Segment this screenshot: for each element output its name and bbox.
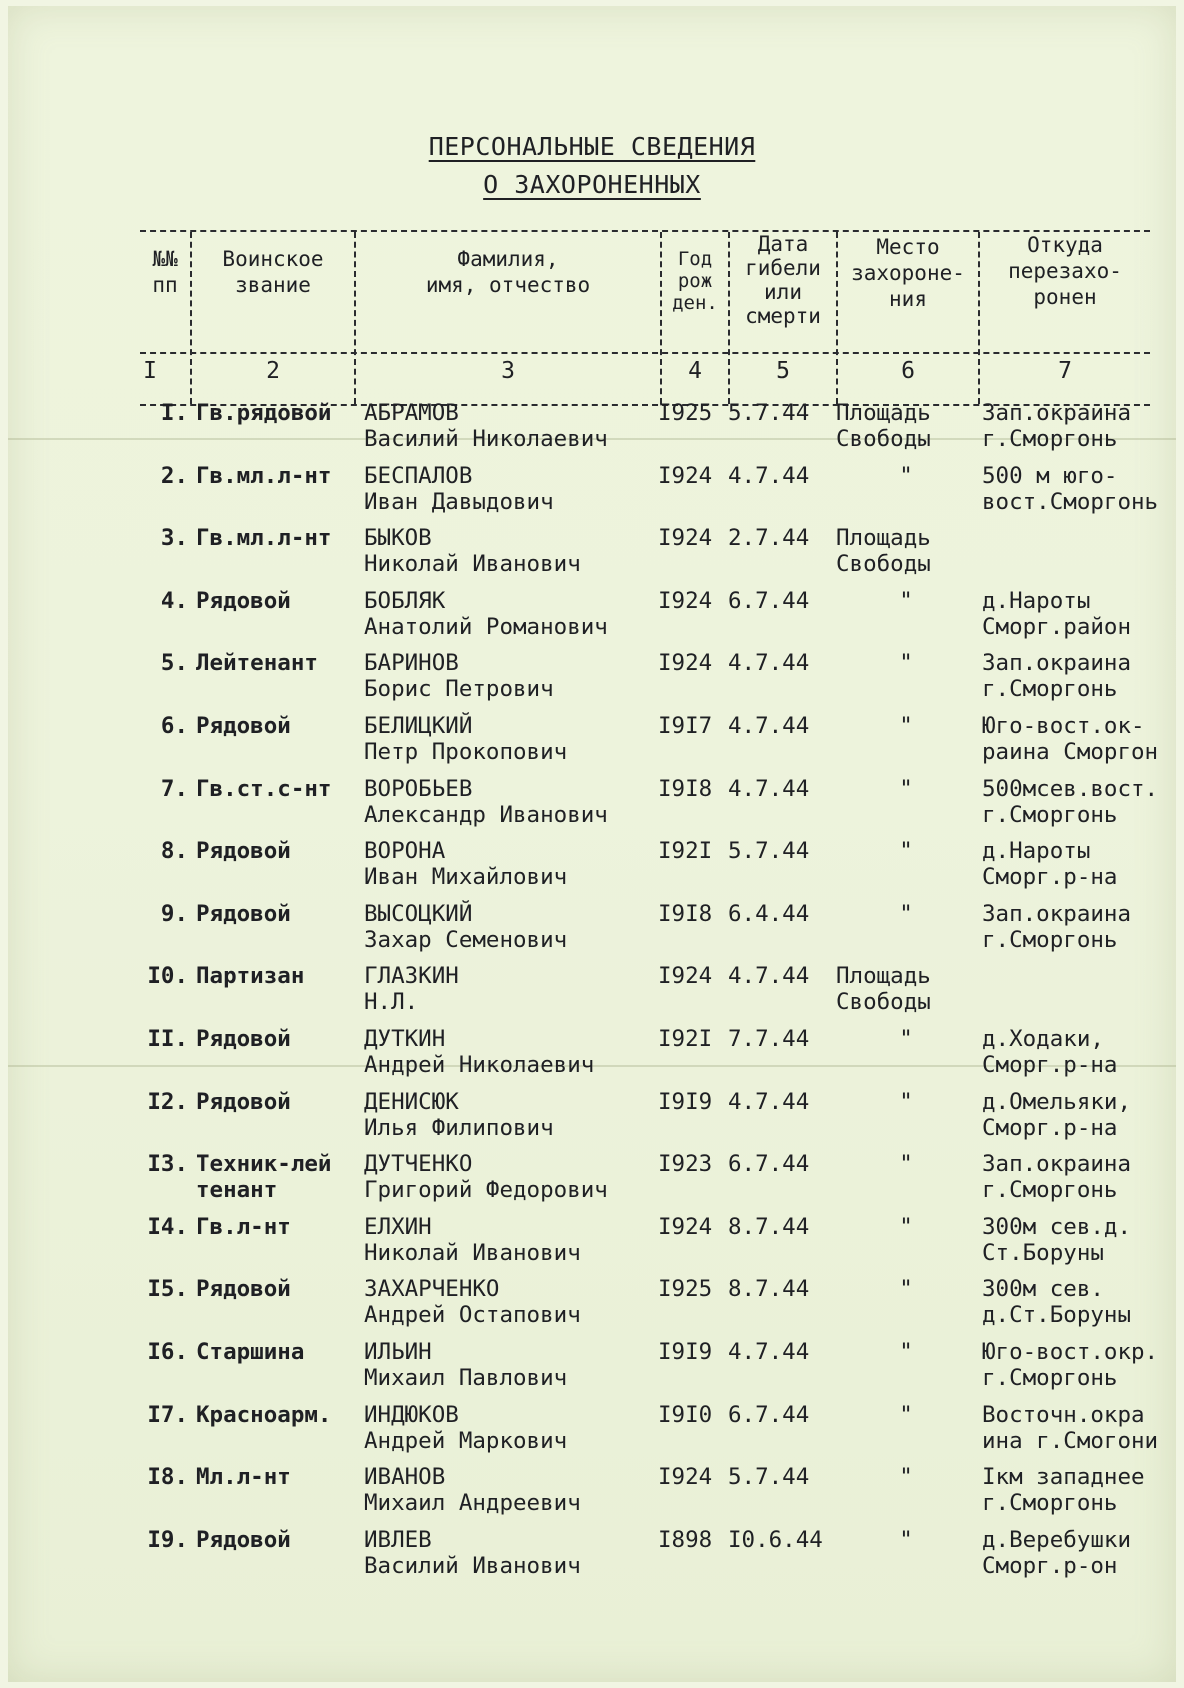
reburied-from: 500мсев.вост. г.Сморгонь	[982, 776, 1159, 828]
military-rank: Рядовой	[196, 713, 291, 739]
row-number: 4.	[160, 588, 188, 614]
birth-year: I923	[658, 1151, 713, 1177]
row-number: 5.	[160, 650, 188, 676]
row-number: I9.	[147, 1527, 188, 1553]
birth-year: I9I8	[658, 901, 713, 927]
table-row	[0, 1464, 1184, 1526]
birth-year: I924	[658, 463, 713, 489]
table-row	[0, 1527, 1184, 1589]
table-row	[0, 1026, 1184, 1088]
burial-place: "	[899, 588, 913, 614]
reburied-from: д.Веребушки Сморг.р-он	[982, 1527, 1132, 1579]
burial-place: "	[899, 713, 913, 739]
burial-place: "	[899, 1527, 913, 1553]
birth-year: I924	[658, 963, 713, 989]
burial-place: "	[899, 1151, 913, 1177]
full-name: БАРИНОВ Борис Петрович	[364, 650, 554, 702]
full-name: ИЛЬИН Михаил Павлович	[364, 1339, 568, 1391]
burial-place: "	[899, 650, 913, 676]
header-col-birth-year: Год рож ден.	[672, 248, 718, 314]
header-col-death-date: Дата гибели или смерти	[745, 232, 821, 328]
burial-place: "	[899, 776, 913, 802]
burial-place: "	[899, 901, 913, 927]
row-number: I5.	[147, 1276, 188, 1302]
burial-place: "	[899, 463, 913, 489]
military-rank: Техник-лей тенант	[196, 1151, 332, 1203]
full-name: ЕЛХИН Николай Иванович	[364, 1214, 581, 1266]
birth-year: I925	[658, 1276, 713, 1302]
row-number: I.	[160, 400, 188, 426]
reburied-from: д.Нароты Сморг.р-на	[982, 838, 1118, 890]
full-name: ИВАНОВ Михаил Андреевич	[364, 1464, 581, 1516]
document-title-line-2: О ЗАХОРОНЕННЫХ	[483, 170, 701, 199]
death-date: 8.7.44	[728, 1276, 810, 1302]
military-rank: Лейтенант	[196, 650, 318, 676]
header-num-1: I	[143, 358, 157, 384]
header-num-5: 5	[776, 358, 790, 384]
table-row	[0, 776, 1184, 838]
burial-place: "	[899, 1276, 913, 1302]
row-number: 9.	[160, 901, 188, 927]
reburied-from: Юго-вост.окр. г.Сморгонь	[982, 1339, 1159, 1391]
birth-year: I92I	[658, 838, 713, 864]
table-row	[0, 525, 1184, 587]
header-col-name: Фамилия, имя, отчество	[425, 247, 591, 297]
military-rank: Мл.л-нт	[196, 1464, 291, 1490]
birth-year: I925	[658, 400, 713, 426]
military-rank: Рядовой	[196, 1089, 291, 1115]
row-number: I6.	[147, 1339, 188, 1365]
death-date: 4.7.44	[728, 963, 810, 989]
row-number: 7.	[160, 776, 188, 802]
row-number: I8.	[147, 1464, 188, 1490]
table-row	[0, 1276, 1184, 1338]
birth-year: I9I9	[658, 1339, 713, 1365]
death-date: 6.7.44	[728, 588, 810, 614]
header-col-rank: Воинское звание	[222, 247, 324, 297]
table-row	[0, 838, 1184, 900]
reburied-from: Iкм западнее г.Сморгонь	[982, 1464, 1145, 1516]
burial-place: Площадь Свободы	[836, 963, 931, 1015]
row-number: I3.	[147, 1151, 188, 1177]
full-name: ИВЛЕВ Василий Иванович	[364, 1527, 581, 1579]
birth-year: I9I8	[658, 776, 713, 802]
table-row	[0, 713, 1184, 775]
table-row	[0, 1339, 1184, 1401]
death-date: 6.7.44	[728, 1402, 810, 1428]
death-date: 5.7.44	[728, 838, 810, 864]
row-number: I0.	[147, 963, 188, 989]
reburied-from: Юго-вост.ок- раина Сморгон	[982, 713, 1159, 765]
row-number: I2.	[147, 1089, 188, 1115]
table-row	[0, 1089, 1184, 1151]
full-name: ВЫСОЦКИЙ Захар Семенович	[364, 901, 568, 953]
burial-place: "	[899, 1464, 913, 1490]
reburied-from: Зап.окраина г.Сморгонь	[982, 1151, 1132, 1203]
header-col-reburied-from: Откуда перезахо- ронен	[1008, 233, 1122, 309]
burial-place: "	[899, 1402, 913, 1428]
header-num-3: 3	[501, 358, 515, 384]
burial-place: Площадь Свободы	[836, 400, 931, 452]
birth-year: I9I0	[658, 1402, 713, 1428]
burial-place: "	[899, 1339, 913, 1365]
table-row	[0, 588, 1184, 650]
birth-year: I898	[658, 1527, 713, 1553]
birth-year: I9I7	[658, 713, 713, 739]
death-date: 2.7.44	[728, 525, 810, 551]
death-date: 4.7.44	[728, 713, 810, 739]
military-rank: Гв.мл.л-нт	[196, 525, 332, 551]
death-date: 8.7.44	[728, 1214, 810, 1240]
burial-place: "	[899, 1214, 913, 1240]
full-name: БЕЛИЦКИЙ Петр Прокопович	[364, 713, 568, 765]
birth-year: I924	[658, 1464, 713, 1490]
death-date: 6.7.44	[728, 1151, 810, 1177]
row-number: II.	[147, 1026, 188, 1052]
death-date: I0.6.44	[728, 1527, 823, 1553]
death-date: 4.7.44	[728, 776, 810, 802]
full-name: ИНДЮКОВ Андрей Маркович	[364, 1402, 568, 1454]
row-number: I4.	[147, 1214, 188, 1240]
burial-place: "	[899, 1089, 913, 1115]
reburied-from: д.Ходаки, Сморг.р-на	[982, 1026, 1118, 1078]
row-number: 6.	[160, 713, 188, 739]
reburied-from: 300м сев. д.Ст.Боруны	[982, 1276, 1132, 1328]
table-row	[0, 963, 1184, 1025]
table-header	[140, 230, 1150, 406]
header-divider	[140, 352, 1150, 354]
table-row	[0, 1214, 1184, 1276]
row-number: 2.	[160, 463, 188, 489]
reburied-from: Зап.окраина г.Сморгонь	[982, 901, 1132, 953]
birth-year: I924	[658, 588, 713, 614]
row-number: 3.	[160, 525, 188, 551]
military-rank: Рядовой	[196, 1026, 291, 1052]
row-number: 8.	[160, 838, 188, 864]
death-date: 5.7.44	[728, 1464, 810, 1490]
table-row	[0, 901, 1184, 963]
full-name: ДУТЧЕНКО Григорий Федорович	[364, 1151, 608, 1203]
full-name: БОБЛЯК Анатолий Романович	[364, 588, 608, 640]
military-rank: Красноарм.	[196, 1402, 332, 1428]
military-rank: Рядовой	[196, 1276, 291, 1302]
full-name: БЫКОВ Николай Иванович	[364, 525, 581, 577]
burial-place: "	[899, 1026, 913, 1052]
header-col-burial-place: Место захороне- ния	[851, 235, 965, 311]
reburied-from: Восточн.окра ина г.Смогони	[982, 1402, 1159, 1454]
full-name: ДЕНИСЮК Илья Филипович	[364, 1089, 554, 1141]
military-rank: Партизан	[196, 963, 305, 989]
death-date: 4.7.44	[728, 1339, 810, 1365]
table-row	[0, 1402, 1184, 1464]
reburied-from: 500 м юго- вост.Сморгонь	[982, 463, 1159, 515]
death-date: 7.7.44	[728, 1026, 810, 1052]
birth-year: I924	[658, 1214, 713, 1240]
death-date: 5.7.44	[728, 400, 810, 426]
full-name: ВОРОБЬЕВ Александр Иванович	[364, 776, 608, 828]
full-name: ЗАХАРЧЕНКО Андрей Остапович	[364, 1276, 581, 1328]
reburied-from: Зап.окраина г.Сморгонь	[982, 650, 1132, 702]
death-date: 4.7.44	[728, 463, 810, 489]
table-row	[0, 1151, 1184, 1213]
header-num-4: 4	[688, 358, 702, 384]
death-date: 6.4.44	[728, 901, 810, 927]
row-number: I7.	[147, 1402, 188, 1428]
burial-place: Площадь Свободы	[836, 525, 931, 577]
reburied-from: Зап.окраина г.Сморгонь	[982, 400, 1132, 452]
full-name: ДУТКИН Андрей Николаевич	[364, 1026, 595, 1078]
birth-year: I92I	[658, 1026, 713, 1052]
military-rank: Гв.рядовой	[196, 400, 332, 426]
birth-year: I924	[658, 525, 713, 551]
military-rank: Гв.мл.л-нт	[196, 463, 332, 489]
full-name: ГЛАЗКИН Н.Л.	[364, 963, 459, 1015]
header-num-7: 7	[1058, 358, 1072, 384]
table-row	[0, 463, 1184, 525]
full-name: АБРАМОВ Василий Николаевич	[364, 400, 608, 452]
death-date: 4.7.44	[728, 650, 810, 676]
header-num-6: 6	[901, 358, 915, 384]
reburied-from: д.Омельяки, Сморг.р-на	[982, 1089, 1132, 1141]
header-num-2: 2	[266, 358, 280, 384]
military-rank: Рядовой	[196, 588, 291, 614]
header-col-number: №№ пп	[152, 247, 178, 297]
military-rank: Старшина	[196, 1339, 305, 1365]
table-row	[0, 650, 1184, 712]
birth-year: I9I9	[658, 1089, 713, 1115]
military-rank: Гв.л-нт	[196, 1214, 291, 1240]
military-rank: Рядовой	[196, 1527, 291, 1553]
military-rank: Гв.ст.с-нт	[196, 776, 332, 802]
military-rank: Рядовой	[196, 838, 291, 864]
birth-year: I924	[658, 650, 713, 676]
death-date: 4.7.44	[728, 1089, 810, 1115]
document-title-line-1: ПЕРСОНАЛЬНЫЕ СВЕДЕНИЯ	[428, 132, 756, 161]
table-row	[0, 400, 1184, 462]
burial-place: "	[899, 838, 913, 864]
military-rank: Рядовой	[196, 901, 291, 927]
reburied-from: 300м сев.д. Ст.Боруны	[982, 1214, 1132, 1266]
full-name: БЕСПАЛОВ Иван Давыдович	[364, 463, 554, 515]
reburied-from: д.Нароты Сморг.район	[982, 588, 1132, 640]
full-name: ВОРОНА Иван Михайлович	[364, 838, 568, 890]
